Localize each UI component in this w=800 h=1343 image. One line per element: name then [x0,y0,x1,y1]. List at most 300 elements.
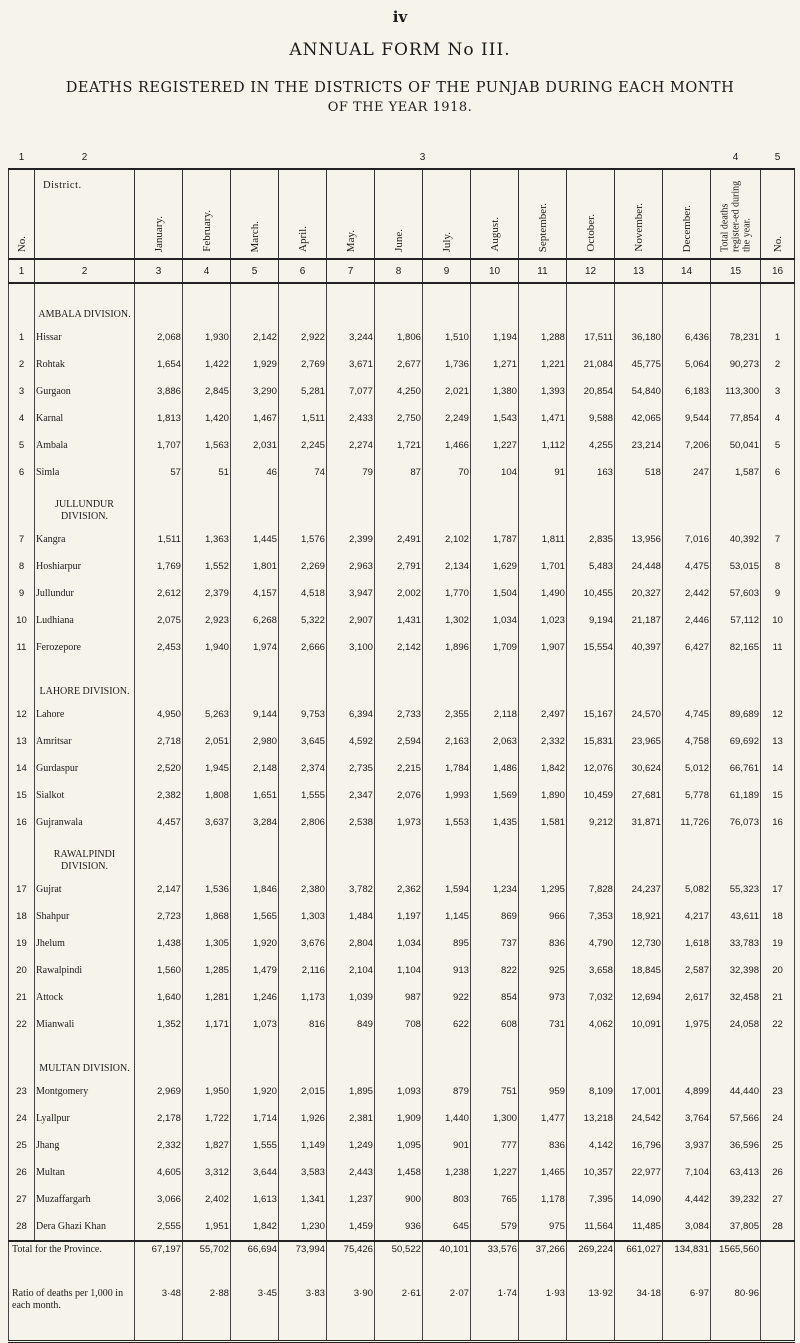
division-header-row [9,1038,795,1078]
header-month-cell [231,169,279,259]
month-value: 2,178 [135,1105,183,1132]
month-value: 1,808 [183,782,231,809]
division-empty-cell [519,836,567,876]
column-number: 8 [375,259,423,283]
division-header-row [9,283,795,324]
month-value: 2,677 [375,351,423,378]
division-empty-cell [761,661,795,701]
month-value: 1,466 [423,432,471,459]
month-value: 836 [519,1132,567,1159]
division-name-cell [35,486,135,526]
year-total: 36,596 [711,1132,761,1159]
month-value: 4,950 [135,701,183,728]
month-value: 3·48 [135,1286,183,1342]
year-total: 63,413 [711,1159,761,1186]
month-value: 2,835 [567,526,615,553]
month-value: 66,694 [231,1241,279,1286]
row-number-right: 9 [761,580,795,607]
month-value: 900 [375,1186,423,1213]
district-name: Gujrat [35,876,135,903]
month-value: 708 [375,1011,423,1038]
month-value: 1,707 [135,432,183,459]
month-value: 1,490 [519,580,567,607]
month-value: 24,237 [615,876,663,903]
division-empty-cell [231,283,279,324]
month-value: 1,629 [471,553,519,580]
month-value: 2,076 [375,782,423,809]
division-empty-cell [375,1038,423,1078]
month-value: 936 [375,1213,423,1241]
month-value: 803 [423,1186,471,1213]
header-no2-cell [761,169,795,259]
month-value: 822 [471,957,519,984]
month-value: 1,973 [375,809,423,836]
row-number: 19 [9,930,35,957]
month-value: 2,051 [183,728,231,755]
header-month-cell [615,169,663,259]
month-value: 6,394 [327,701,375,728]
month-value: 15,831 [567,728,615,755]
district-name: Montgomery [35,1078,135,1105]
month-value: 1,104 [375,957,423,984]
division-empty-cell [279,1038,327,1078]
row-number: 14 [9,755,35,782]
month-value: 1,929 [231,351,279,378]
month-value: 2,453 [135,634,183,661]
month-value: 1,975 [663,1011,711,1038]
month-value: 134,831 [663,1241,711,1286]
division-empty-cell [711,1038,761,1078]
header-no-cell [9,169,35,259]
month-value: 1,238 [423,1159,471,1186]
division-empty-cell [471,661,519,701]
row-number-right: 27 [761,1186,795,1213]
header-month-cell [279,169,327,259]
month-value: 9,144 [231,701,279,728]
month-value: 1,479 [231,957,279,984]
month-value: 2,433 [327,405,375,432]
table-row [9,1132,795,1159]
month-value: 1,576 [279,526,327,553]
header-month: July. [440,231,453,252]
month-value: 10,459 [567,782,615,809]
month-value: 1,034 [471,607,519,634]
division-empty-cell [567,661,615,701]
division-empty-cell [183,1038,231,1078]
month-value: 11,726 [663,809,711,836]
month-value: 1,112 [519,432,567,459]
month-value: 1,393 [519,378,567,405]
division-empty-cell [327,661,375,701]
year-total: 57,566 [711,1105,761,1132]
district-name: Amritsar [35,728,135,755]
division-empty-cell [423,486,471,526]
district-name: Multan [35,1159,135,1186]
district-name: Ferozepore [35,634,135,661]
year-total: 32,458 [711,984,761,1011]
month-value: 1,926 [279,1105,327,1132]
month-value: 2,332 [135,1132,183,1159]
month-value: 3,084 [663,1213,711,1241]
month-value: 7,032 [567,984,615,1011]
column-number: 9 [423,259,471,283]
month-value: 913 [423,957,471,984]
month-value: 1·93 [519,1286,567,1342]
empty-cell [761,1241,795,1286]
month-value: 42,065 [615,405,663,432]
month-value: 2,750 [375,405,423,432]
division-empty-cell [519,486,567,526]
month-value: 2,347 [327,782,375,809]
month-value: 1,811 [519,526,567,553]
month-value: 2,381 [327,1105,375,1132]
table-row [9,701,795,728]
month-value: 1,907 [519,634,567,661]
division-empty-cell [615,836,663,876]
month-value: 1·74 [471,1286,519,1342]
division-empty-cell [375,283,423,324]
division-empty-cell [183,836,231,876]
month-value: 1,842 [519,755,567,782]
form-title: ANNUAL FORM No III. [289,40,511,60]
division-empty-cell [423,1038,471,1078]
month-value: 1,896 [423,634,471,661]
month-value: 24,570 [615,701,663,728]
month-value: 2,104 [327,957,375,984]
month-value: 30,624 [615,755,663,782]
division-empty-cell [423,283,471,324]
district-name: Dera Ghazi Khan [35,1213,135,1241]
month-value: 1,465 [519,1159,567,1186]
year-total: 44,440 [711,1078,761,1105]
month-value: 2,723 [135,903,183,930]
table-row [9,580,795,607]
header-month-cell [567,169,615,259]
month-value: 3,658 [567,957,615,984]
month-value: 1,039 [327,984,375,1011]
division-empty-cell [231,486,279,526]
month-value: 2,923 [183,607,231,634]
month-value: 34·18 [615,1286,663,1342]
row-number-right: 3 [761,378,795,405]
district-name: Rohtak [35,351,135,378]
division-empty-cell [519,661,567,701]
division-empty-cell [183,661,231,701]
table-row [9,957,795,984]
month-value: 2,804 [327,930,375,957]
division-empty-cell [375,836,423,876]
year-total: 77,854 [711,405,761,432]
division-empty-cell [519,1038,567,1078]
division-empty-cell [567,283,615,324]
month-value: 4,605 [135,1159,183,1186]
year-total: 37,805 [711,1213,761,1241]
month-value: 27,681 [615,782,663,809]
month-value: 2,015 [279,1078,327,1105]
row-number-right: 22 [761,1011,795,1038]
year-total: 80·96 [711,1286,761,1342]
month-value: 1,145 [423,903,471,930]
district-name: Attock [35,984,135,1011]
month-value: 854 [471,984,519,1011]
month-value: 2,442 [663,580,711,607]
month-value: 5,281 [279,378,327,405]
month-value: 2,215 [375,755,423,782]
row-number-right: 7 [761,526,795,553]
month-value: 2,147 [135,876,183,903]
month-value: 751 [471,1078,519,1105]
header-total: Total deaths register-ed during the year. [719,180,753,252]
row-number: 6 [9,459,35,486]
month-value: 1,846 [231,876,279,903]
row-number: 1 [9,324,35,351]
month-value: 2,134 [423,553,471,580]
month-value: 1,023 [519,607,567,634]
year-total: 89,689 [711,701,761,728]
month-value: 3,284 [231,809,279,836]
month-value: 3,644 [231,1159,279,1186]
month-value: 925 [519,957,567,984]
month-value: 849 [327,1011,375,1038]
month-value: 2,907 [327,607,375,634]
month-value: 869 [471,903,519,930]
month-value: 1,230 [279,1213,327,1241]
month-value: 608 [471,1011,519,1038]
month-value: 737 [471,930,519,957]
month-value: 4,157 [231,580,279,607]
month-value: 1,445 [231,526,279,553]
district-name: Shahpur [35,903,135,930]
month-value: 2,118 [471,701,519,728]
month-value: 2,382 [135,782,183,809]
district-name: Muzaffargarh [35,1186,135,1213]
year-total: 57,112 [711,607,761,634]
month-value: 1,420 [183,405,231,432]
month-value: 1,281 [183,984,231,1011]
month-value: 79 [327,459,375,486]
division-empty-cell [375,486,423,526]
month-value: 40,101 [423,1241,471,1286]
row-number: 28 [9,1213,35,1241]
month-value: 2,769 [279,351,327,378]
header-month-cell [135,169,183,259]
month-value: 5,082 [663,876,711,903]
table-row [9,1105,795,1132]
division-empty-cell [711,836,761,876]
month-value: 3,583 [279,1159,327,1186]
division-empty-cell [711,283,761,324]
month-value: 7,104 [663,1159,711,1186]
month-value: 3,886 [135,378,183,405]
month-value: 1,721 [375,432,423,459]
month-value: 18,921 [615,903,663,930]
header-district-cell [35,169,135,259]
month-value: 1,073 [231,1011,279,1038]
division-empty-cell [135,486,183,526]
month-value: 1,302 [423,607,471,634]
month-value: 40,397 [615,634,663,661]
month-value: 2,443 [327,1159,375,1186]
year-total: 61,189 [711,782,761,809]
month-value: 3,645 [279,728,327,755]
month-value: 1,536 [183,876,231,903]
page-subtitle: OF THE YEAR 1918. [327,100,473,115]
month-value: 1,555 [279,782,327,809]
month-value: 2,269 [279,553,327,580]
month-value: 20,327 [615,580,663,607]
year-total: 78,231 [711,324,761,351]
row-number-right: 20 [761,957,795,984]
month-value: 1,285 [183,957,231,984]
row-number-right: 19 [761,930,795,957]
table-row [9,553,795,580]
column-number: 1 [9,259,35,283]
month-value: 2,538 [327,809,375,836]
header-no: No. [15,235,28,252]
district-name: Rawalpindi [35,957,135,984]
table-row [9,351,795,378]
month-value: 4,592 [327,728,375,755]
month-value: 1,654 [135,351,183,378]
month-value: 7,206 [663,432,711,459]
header-month: October. [584,214,597,252]
row-number: 15 [9,782,35,809]
year-total: 50,041 [711,432,761,459]
month-value: 57 [135,459,183,486]
column-header-row [9,169,795,259]
column-number: 4 [183,259,231,283]
header-month-cell [375,169,423,259]
division-name-cell [35,836,135,876]
month-value: 16,796 [615,1132,663,1159]
row-number-right: 2 [761,351,795,378]
table-row [9,432,795,459]
month-value: 661,027 [615,1241,663,1286]
month-value: 2,399 [327,526,375,553]
month-value: 73,994 [279,1241,327,1286]
month-value: 9,212 [567,809,615,836]
table-row [9,1213,795,1241]
month-value: 10,091 [615,1011,663,1038]
division-empty-cell [279,836,327,876]
month-value: 1,940 [183,634,231,661]
month-value: 1,543 [471,405,519,432]
row-number-right: 14 [761,755,795,782]
row-number: 27 [9,1186,35,1213]
month-value: 1,246 [231,984,279,1011]
year-total: 1565,560 [711,1241,761,1286]
month-value: 622 [423,1011,471,1038]
division-empty-cell [327,836,375,876]
month-value: 1,569 [471,782,519,809]
row-number-right: 28 [761,1213,795,1241]
month-value: 579 [471,1213,519,1241]
division-name: LAHORE DIVISION. [39,686,130,697]
header-month: November. [632,203,645,252]
month-value: 2,666 [279,634,327,661]
page-number: iv [392,8,408,26]
row-number: 26 [9,1159,35,1186]
month-value: 6,427 [663,634,711,661]
month-value: 1,467 [231,405,279,432]
district-name: Ludhiana [35,607,135,634]
month-value: 87 [375,459,423,486]
division-name: JULLUNDUR DIVISION. [55,499,114,522]
month-value: 1,769 [135,553,183,580]
month-value: 2,374 [279,755,327,782]
month-value: 987 [375,984,423,1011]
month-value: 1,477 [519,1105,567,1132]
row-number: 18 [9,903,35,930]
month-value: 895 [423,930,471,957]
month-value: 2,587 [663,957,711,984]
month-value: 2,969 [135,1078,183,1105]
month-value: 2,163 [423,728,471,755]
header-total-cell [711,169,761,259]
month-value: 13,956 [615,526,663,553]
division-name-cell [35,1038,135,1078]
division-empty-cell [375,661,423,701]
division-empty-cell [423,661,471,701]
month-value: 1,736 [423,351,471,378]
district-name: Hissar [35,324,135,351]
month-value: 3,937 [663,1132,711,1159]
month-value: 15,167 [567,701,615,728]
district-name: Jhelum [35,930,135,957]
month-value: 1,510 [423,324,471,351]
table-row [9,1159,795,1186]
month-value: 12,694 [615,984,663,1011]
month-value: 4,457 [135,809,183,836]
month-value: 2,075 [135,607,183,634]
row-number-right: 1 [761,324,795,351]
month-value: 1,227 [471,432,519,459]
division-empty-cell [615,486,663,526]
month-value: 36,180 [615,324,663,351]
division-empty-cell [231,1038,279,1078]
row-number-right: 5 [761,432,795,459]
column-number: 2 [35,259,135,283]
month-value: 2,063 [471,728,519,755]
division-empty-cell [135,1038,183,1078]
month-value: 1,305 [183,930,231,957]
month-value: 1,555 [231,1132,279,1159]
header-month: December. [680,204,693,252]
column-number: 10 [471,259,519,283]
month-value: 2,497 [519,701,567,728]
row-number-right: 25 [761,1132,795,1159]
division-empty-cell [567,486,615,526]
row-number: 24 [9,1105,35,1132]
month-value: 3,947 [327,580,375,607]
month-value: 4,442 [663,1186,711,1213]
district-name: Lyallpur [35,1105,135,1132]
header-no2: No. [771,235,784,252]
division-empty-cell [567,1038,615,1078]
month-value: 518 [615,459,663,486]
month-value: 2·61 [375,1286,423,1342]
header-month-cell [471,169,519,259]
month-value: 8,109 [567,1078,615,1105]
division-empty-cell [9,486,35,526]
month-value: 1,352 [135,1011,183,1038]
district-name: Kangra [35,526,135,553]
row-number-right: 16 [761,809,795,836]
month-value: 3,671 [327,351,375,378]
month-value: 247 [663,459,711,486]
month-value: 4,142 [567,1132,615,1159]
month-value: 2,355 [423,701,471,728]
